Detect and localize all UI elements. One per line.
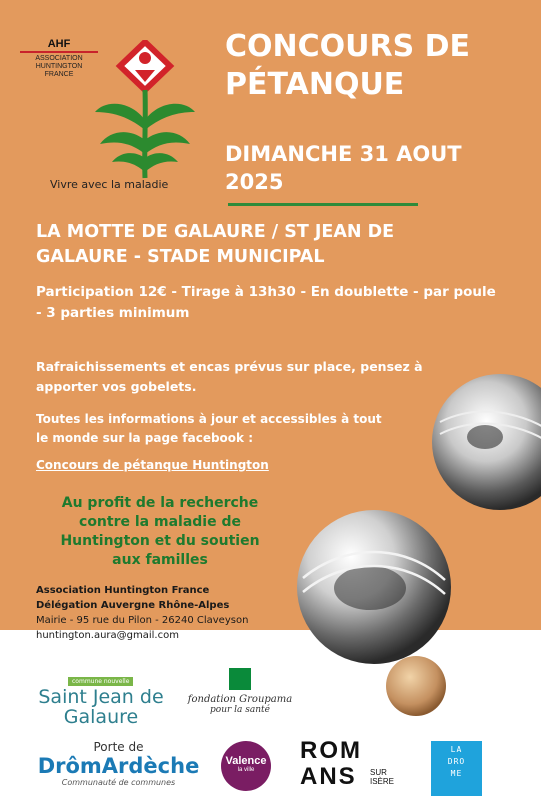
romans-sur: SUR — [370, 768, 387, 777]
tagline: Vivre avec la maladie — [50, 178, 169, 191]
info-line2: le monde sur la page facebook : — [36, 431, 253, 445]
sj-small: commune nouvelle — [68, 677, 133, 686]
location-line1: LA MOTTE DE GALAURE / ST JEAN DE — [36, 222, 395, 242]
refreshments-text — [36, 357, 446, 397]
romans-isere: ISÈRE — [370, 777, 395, 786]
profit-line3: Huntington et du soutien — [60, 533, 260, 549]
contact-org: Association Huntington France — [36, 585, 210, 596]
title-line2: PÉTANQUE — [225, 67, 405, 102]
green-divider — [228, 203, 418, 206]
refresh-line2: apporter vos gobelets. — [36, 379, 197, 394]
romans-sur-isere — [370, 768, 394, 786]
da-porte: Porte de — [93, 740, 144, 754]
participation-line1: Participation 12€ - Tirage à 13h30 - En doublette - par poule — [36, 284, 496, 300]
petanque-ball-bottom-icon — [295, 508, 453, 666]
ladrome-2: DRO — [447, 757, 466, 766]
ahf-abbr: AHF — [47, 38, 71, 50]
refresh-line1: Rafraichissements et encas prévus sur place, pensez à — [36, 359, 423, 374]
profit-text — [30, 494, 290, 570]
groupama-line2: pour la santé — [210, 705, 270, 715]
ladrome-3: ME — [450, 769, 463, 778]
profit-line1: Au profit de la recherche — [61, 495, 259, 511]
title-line1: CONCOURS DE — [225, 29, 471, 64]
info-text — [36, 410, 416, 448]
romans-line2: ANS — [300, 763, 357, 790]
sj-line2: Galaure — [63, 706, 139, 728]
petanque-ball-top-icon — [430, 372, 541, 512]
ahf-divider — [20, 51, 98, 53]
romans-logo — [300, 738, 410, 790]
valence-sub: la ville — [237, 767, 255, 773]
participation-text — [36, 282, 511, 324]
da-comm: Communauté de communes — [61, 778, 176, 787]
groupama-line1: fondation Groupama — [187, 694, 293, 705]
ladrome-1: LA — [450, 745, 463, 754]
participation-line2: - 3 parties minimum — [36, 305, 190, 321]
cochonnet-icon — [385, 655, 447, 717]
date-line1: DIMANCHE 31 AOUT — [225, 142, 462, 166]
plant-logo-icon — [90, 40, 200, 180]
contact-email[interactable]: huntington.aura@gmail.com — [36, 630, 179, 641]
da-name: DrômArdèche — [37, 754, 200, 778]
contact-delegation: Délégation Auvergne Rhône-Alpes — [36, 600, 230, 611]
page-title — [225, 28, 525, 104]
ahf-line2: HUNTINGTON — [35, 63, 83, 70]
location-line2: GALAURE - STADE MUNICIPAL — [36, 247, 325, 267]
saint-jean-logo — [36, 668, 166, 727]
romans-line1: ROM — [300, 737, 362, 764]
event-location — [36, 220, 506, 270]
valence-logo — [221, 741, 271, 791]
groupama-logo — [175, 668, 305, 715]
la-drome-logo — [431, 741, 482, 796]
contact-block — [36, 583, 296, 643]
event-date — [225, 140, 525, 196]
ahf-line3: FRANCE — [44, 71, 74, 78]
profit-line4: aux familles — [112, 552, 208, 568]
facebook-link[interactable]: Concours de pétanque Huntington — [36, 458, 269, 472]
ahf-line1: ASSOCIATION — [35, 55, 83, 62]
contact-address: Mairie - 95 rue du Pilon - 26240 Claveyson — [36, 615, 249, 626]
sj-line1: Saint Jean de — [38, 686, 164, 708]
drome-ardeche-logo — [36, 740, 201, 787]
date-line2: 2025 — [225, 170, 284, 194]
valence-name: Valence — [225, 755, 267, 767]
info-line1: Toutes les informations à jour et accessibles à tout — [36, 412, 382, 426]
groupama-square-icon — [229, 668, 251, 690]
profit-line2: contre la maladie de — [79, 514, 241, 530]
ahf-logo — [20, 38, 98, 79]
